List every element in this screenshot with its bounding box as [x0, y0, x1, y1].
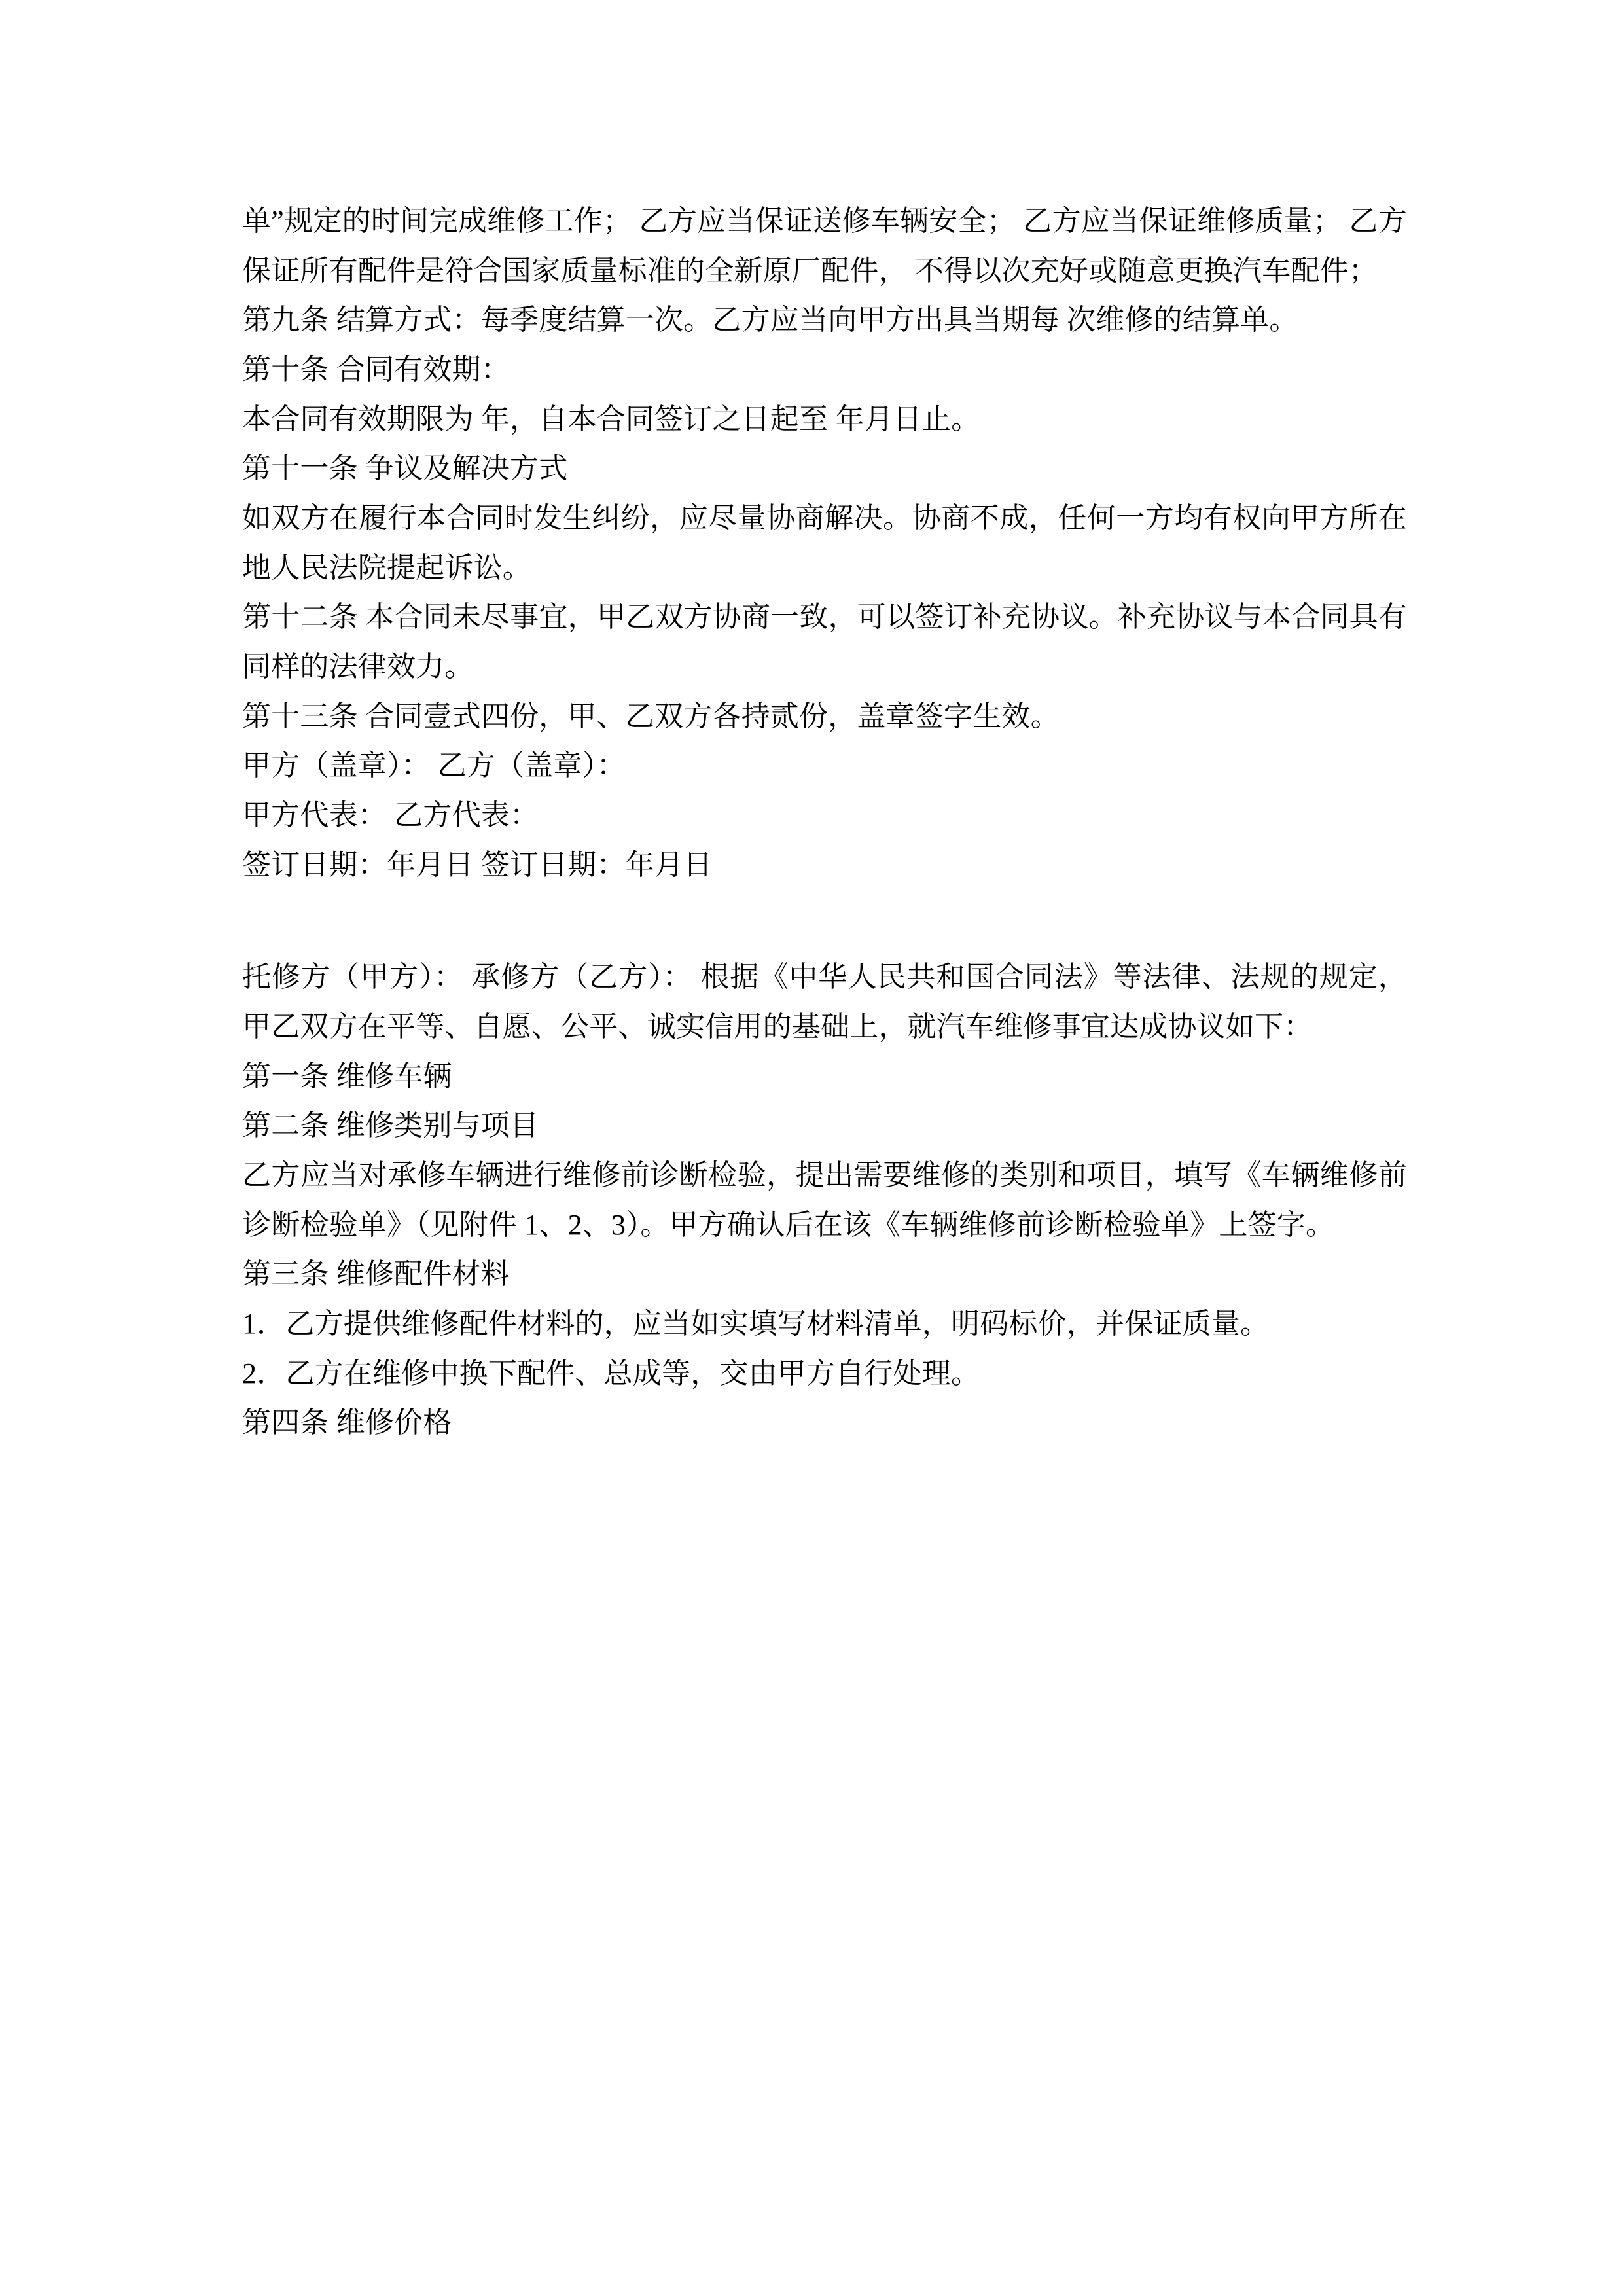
paragraph-dispute-resolution: 如双方在履行本合同时发生纠纷，应尽量协商解决。协商不成，任何一方均有权向甲方所在地人民法院提起诉讼。 [242, 502, 1407, 584]
paragraph-clause-thirteen: 第十三条 合同壹式四份，甲、乙双方各持贰份，盖章签字生效。 [242, 700, 1060, 732]
paragraph-parts-item-two: 2．乙方在维修中换下配件、总成等，交由甲方自行处理。 [242, 1357, 980, 1390]
paragraph-parts-item-one: 1．乙方提供维修配件材料的，应当如实填写材料清单，明码标价，并保证质量。 [242, 1308, 1270, 1340]
paragraph-signature-stamps: 甲方（盖章）： 乙方（盖章）： [242, 749, 626, 782]
paragraph-repair-categories-detail: 乙方应当对承修车辆进行维修前诊断检验，提出需要维修的类别和项目，填写《车辆维修前诊断检验单》（见附件 1、2、3）。甲方确认后在该《车辆维修前诊断检验单》上签字。 [242, 1159, 1407, 1241]
paragraph-clause-two-heading: 第二条 维修类别与项目 [242, 1109, 539, 1142]
paragraph-clause-one-heading: 第一条 维修车辆 [242, 1060, 452, 1092]
paragraph-clause-twelve: 第十二条 本合同未尽事宜，甲乙双方协商一致，可以签订补充协议。补充协议与本合同具有同样的法律效力。 [242, 601, 1407, 683]
paragraph-signature-dates: 签订日期：年月日 签订日期：年月日 [242, 848, 713, 881]
paragraph-clause-ten-heading: 第十条 合同有效期： [242, 353, 510, 386]
paragraph-signature-representatives: 甲方代表： 乙方代表： [242, 799, 539, 832]
paragraph-clause-three-heading: 第三条 维修配件材料 [242, 1258, 510, 1291]
paragraph-clause-nine: 第九条 结算方式：每季度结算一次。乙方应当向甲方出具当期每 次维修的结算单。 [242, 304, 1298, 336]
paragraph-clause-eight-continued: 单”规定的时间完成维修工作； 乙方应当保证送修车辆安全； 乙方应当保证维修质量； 乙方保证所有配件是符合国家质量标准的全新原厂配件， 不得以次充好或随意更换汽车配件； [242, 205, 1407, 287]
paragraph-clause-four-heading: 第四条 维修价格 [242, 1407, 452, 1439]
document-body [242, 196, 1407, 1448]
paragraph-contract-validity-period: 本合同有效期限为 年，自本合同签订之日起至 年月日止。 [242, 403, 980, 435]
paragraph-clause-eleven-heading: 第十一条 争议及解决方式 [242, 452, 568, 485]
paragraph-parties-preamble: 托修方（甲方）： 承修方（乙方）： 根据《中华人民共和国合同法》等法律、法规的规定，甲乙双方在平等、自愿、公平、诚实信用的基础上，就汽车维修事宜达成协议如下： [242, 961, 1407, 1043]
section-divider [242, 889, 1407, 952]
